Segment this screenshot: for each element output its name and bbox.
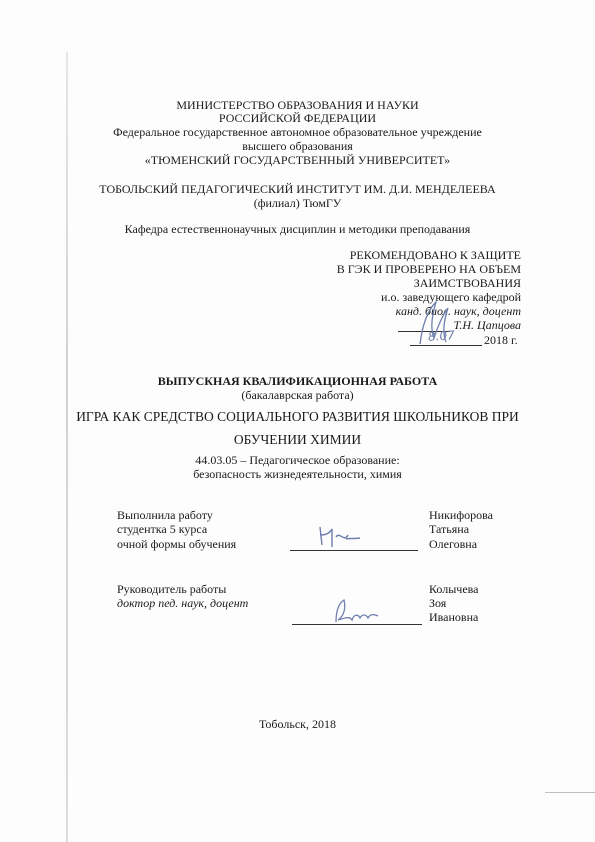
- specialty-line-1: 44.03.05 – Педагогическое образование:: [195, 453, 400, 467]
- institution-line-1: Федеральное государственное автономное образовательное учреждение: [113, 125, 482, 139]
- author-first-name: Татьяна: [429, 522, 470, 536]
- approver-degree: канд. биол. наук, доцент: [395, 304, 521, 318]
- work-title-line-2: ОБУЧЕНИИ ХИМИИ: [233, 432, 362, 447]
- approval-date-line: [410, 345, 482, 346]
- scan-bottom-mark: [545, 792, 595, 793]
- author-label-line-3: очной формы обучения: [117, 537, 237, 551]
- institution-line-2: высшего образования: [242, 139, 353, 153]
- ministry-line-1: МИНИСТЕРСТВО ОБРАЗОВАНИЯ И НАУКИ: [176, 98, 419, 112]
- institute-line-2: (филиал) ТюмГУ: [253, 196, 342, 210]
- approval-line-1: РЕКОМЕНДОВАНО К ЗАЩИТЕ: [349, 248, 521, 262]
- supervisor-first-name: Зоя: [429, 596, 447, 610]
- approval-line-3: ЗАИМСТВОВАНИЯ: [413, 276, 521, 290]
- approver-position: и.о. заведующего кафедрой: [381, 290, 521, 304]
- department-name: Кафедра естественнонаучных дисциплин и методики преподавания: [124, 222, 471, 236]
- author-patronymic: Олеговна: [429, 537, 478, 551]
- author-label-line-2: студентка 5 курса: [117, 522, 208, 536]
- author-surname: Никифорова: [429, 508, 493, 522]
- work-type: ВЫПУСКНАЯ КВАЛИФИКАЦИОННАЯ РАБОТА: [157, 374, 438, 388]
- author-label-line-1: Выполнила работу: [117, 508, 213, 522]
- approval-year: 2018 г.: [484, 333, 518, 347]
- university-name: «ТЮМЕНСКИЙ ГОСУДАРСТВЕННЫЙ УНИВЕРСИТЕТ»: [144, 153, 451, 167]
- approval-line-2: В ГЭК И ПРОВЕРЕНО НА ОБЪЕМ: [336, 262, 521, 276]
- supervisor-patronymic: Ивановна: [429, 610, 479, 624]
- author-signature-icon: [316, 521, 362, 551]
- approval-date-handwritten: 8.07: [427, 328, 456, 344]
- supervisor-label-line-1: Руководитель работы: [117, 582, 227, 596]
- work-subtype: (бакалаврская работа): [241, 388, 354, 402]
- ministry-line-2: РОССИЙСКОЙ ФЕДЕРАЦИИ: [218, 111, 377, 125]
- supervisor-label-line-2: доктор пед. наук, доцент: [117, 596, 249, 610]
- city-year: Тобольск, 2018: [259, 717, 336, 731]
- specialty-line-2: безопасность жизнедеятельности, химия: [193, 467, 402, 481]
- supervisor-signature-icon: [330, 596, 382, 626]
- approver-name: Т.Н. Цапцова: [453, 318, 521, 332]
- supervisor-surname: Колычева: [429, 582, 479, 596]
- institute-line-1: ТОБОЛЬСКИЙ ПЕДАГОГИЧЕСКИЙ ИНСТИТУТ ИМ. Д.И. МЕНДЕЛЕЕВА: [99, 182, 496, 196]
- work-title-line-1: ИГРА КАК СРЕДСТВО СОЦИАЛЬНОГО РАЗВИТИЯ ШКОЛЬНИКОВ ПРИ: [76, 409, 519, 424]
